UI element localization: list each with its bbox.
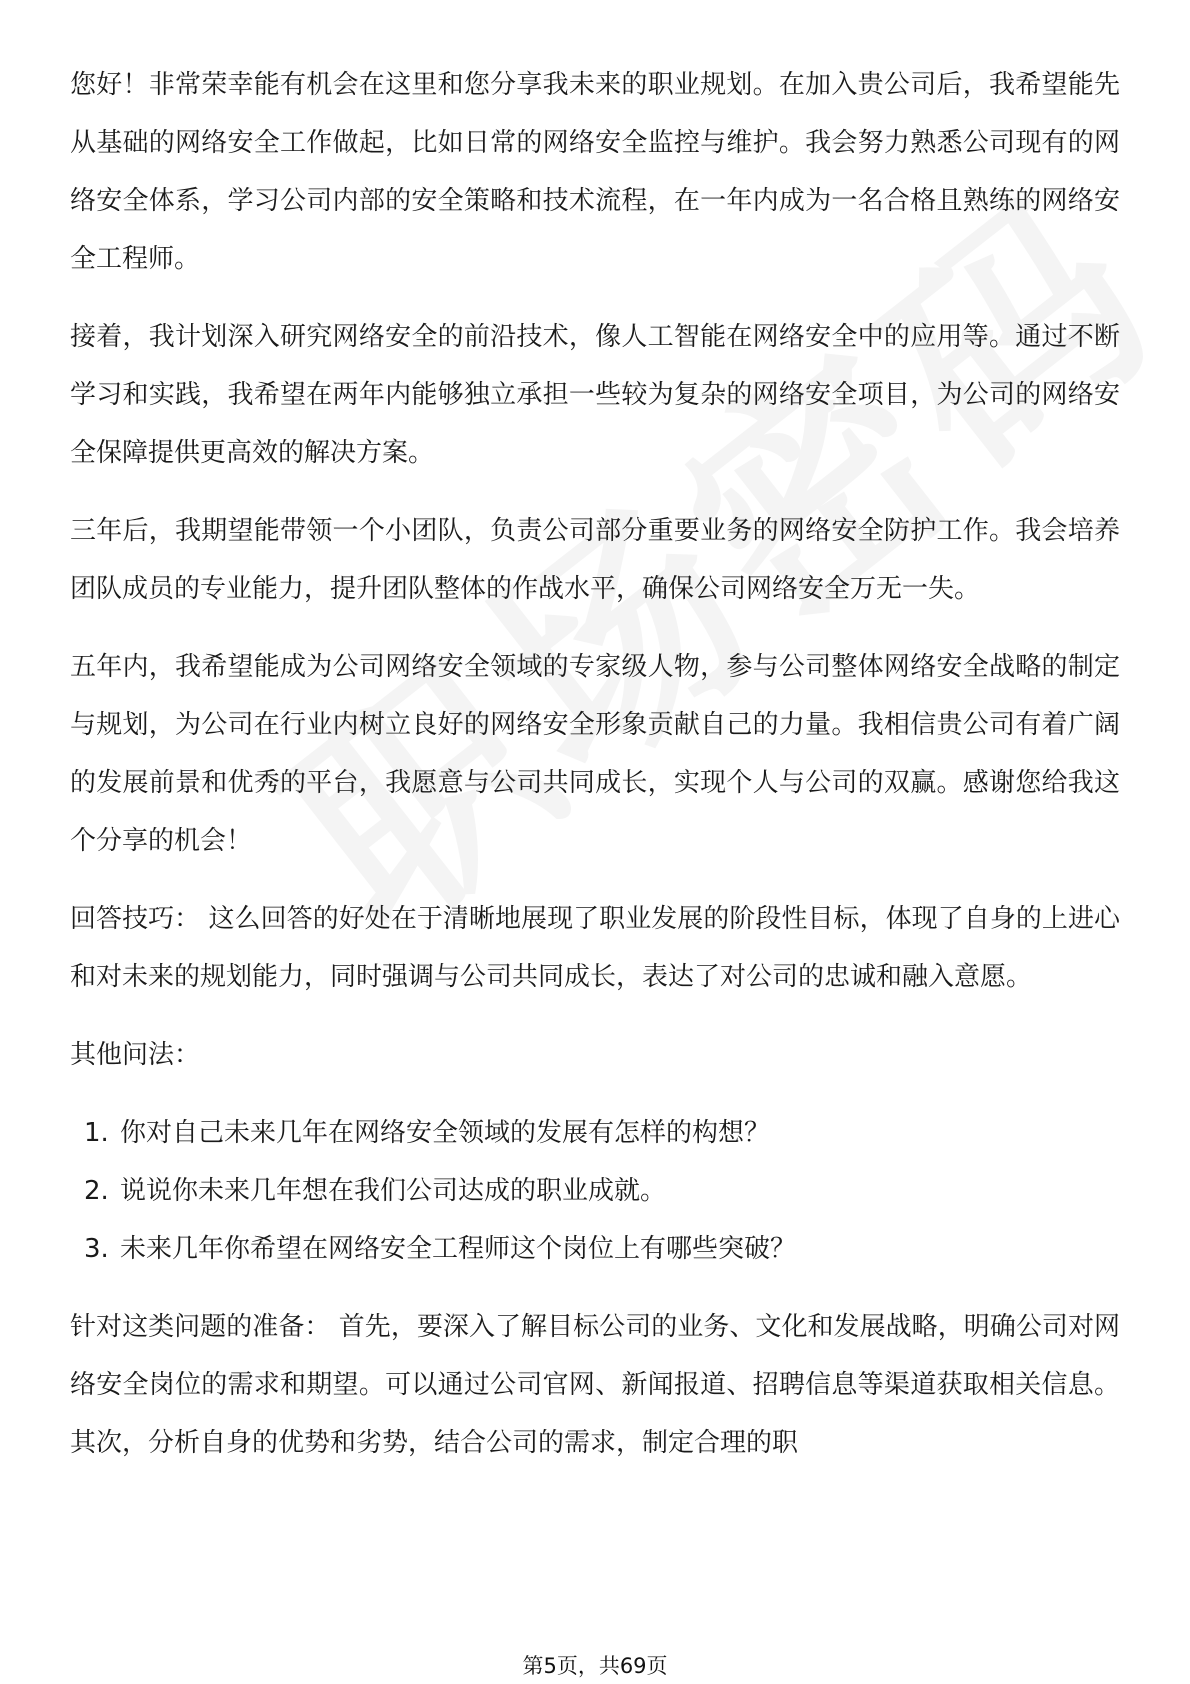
- paragraph-answer-tips: 回答技巧： 这么回答的好处在于清晰地展现了职业发展的阶段性目标，体现了自身的上进心和对未来的规划能力，同时强调与公司共同成长，表达了对公司的忠诚和融入意愿。: [70, 904, 1120, 992]
- document-body: [70, 56, 1120, 1472]
- list-item-text: 未来几年你希望在网络安全工程师这个岗位上有哪些突破？: [120, 1234, 797, 1264]
- list-item-number: 1.: [84, 1118, 109, 1148]
- paragraph-preparation: 针对这类问题的准备： 首先，要深入了解目标公司的业务、文化和发展战略，明确公司对网络安全岗位的需求和期望。可以通过公司官网、新闻报道、招聘信息等渠道获取相关信息。 其次，分析自身的优势和劣势，结合公司的需求，制定合理的职: [70, 1312, 1120, 1458]
- paragraph-year-two: 接着，我计划深入研究网络安全的前沿技术，像人工智能在网络安全中的应用等。通过不断学习和实践，我希望在两年内能够独立承担一些较为复杂的网络安全项目，为公司的网络安全保障提供更高效的解决方案。: [70, 322, 1120, 468]
- list-item: [70, 1104, 1120, 1162]
- other-questions-heading: 其他问法：: [70, 1040, 201, 1070]
- paragraph-year-one: 您好！非常荣幸能有机会在这里和您分享我未来的职业规划。在加入贵公司后，我希望能先从基础的网络安全工作做起，比如日常的网络安全监控与维护。我会努力熟悉公司现有的网络安全体系，学习公司内部的安全策略和技术流程，在一年内成为一名合格且熟练的网络安全工程师。: [70, 70, 1120, 274]
- list-item: [70, 1220, 1120, 1278]
- list-item-number: 3.: [84, 1234, 109, 1264]
- list-item-text: 说说你未来几年想在我们公司达成的职业成就。: [120, 1176, 667, 1206]
- other-questions-list: [70, 1104, 1120, 1278]
- paragraph-year-five: 五年内，我希望能成为公司网络安全领域的专家级人物，参与公司整体网络安全战略的制定与规划，为公司在行业内树立良好的网络安全形象贡献自己的力量。我相信贵公司有着广阔的发展前景和优秀的平台，我愿意与公司共同成长，实现个人与公司的双赢。感谢您给我这个分享的机会！: [70, 652, 1120, 856]
- list-item: [70, 1162, 1120, 1220]
- paragraph-year-three: 三年后，我期望能带领一个小团队，负责公司部分重要业务的网络安全防护工作。我会培养团队成员的专业能力，提升团队整体的作战水平，确保公司网络安全万无一失。: [70, 516, 1120, 604]
- page-footer: 第5页，共69页: [522, 1654, 668, 1678]
- list-item-number: 2.: [84, 1176, 109, 1206]
- list-item-text: 你对自己未来几年在网络安全领域的发展有怎样的构想？: [120, 1118, 771, 1148]
